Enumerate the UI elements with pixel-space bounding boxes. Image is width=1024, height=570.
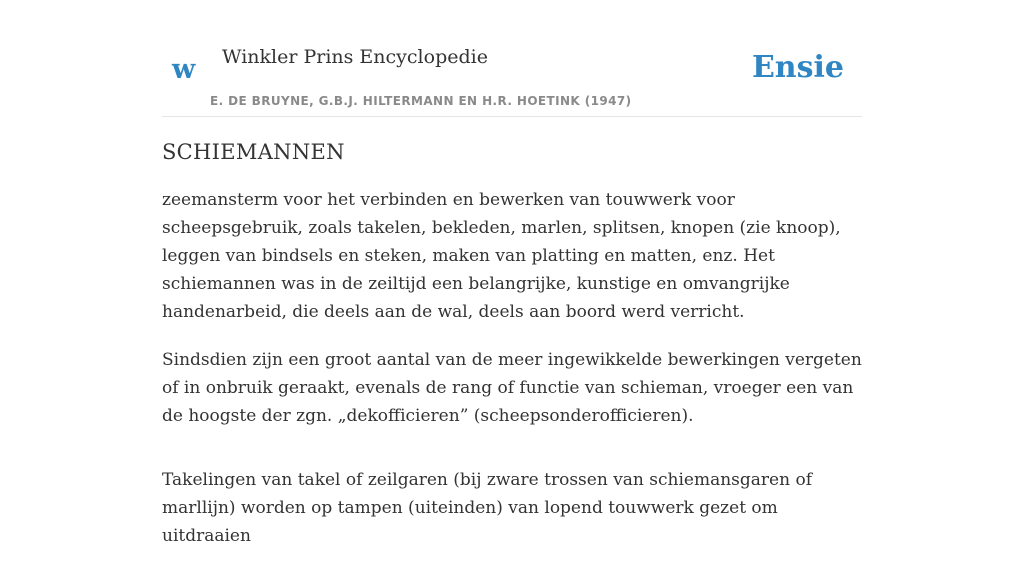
- ensie-logo[interactable]: Ensie: [751, 50, 844, 85]
- winkler-prins-logo[interactable]: w: [172, 54, 196, 85]
- article-paragraph: Takelingen van takel of zeilgaren (bij zware trossen van schiemansgaren of marllijn) worden op tampen (uiteinden) van lopend touwwerk gezet om uitdraaien: [162, 470, 812, 546]
- entry-title: SCHIEMANNEN: [162, 140, 345, 164]
- site-header: [162, 36, 862, 117]
- book-authors: E. DE BRUYNE, G.B.J. HILTERMANN EN H.R. HOETINK (1947): [210, 94, 632, 108]
- book-title[interactable]: Winkler Prins Encyclopedie: [222, 46, 488, 68]
- article-content: [162, 140, 868, 570]
- article-paragraph: Sindsdien zijn een groot aantal van de meer ingewikkelde bewerkingen vergeten of in onbruik geraakt, evenals de rang of functie van schieman, vroeger een van de hoogste der zgn. „dekofficieren” (scheepsonderofficieren).: [162, 350, 862, 426]
- article-paragraph: zeemansterm voor het verbinden en bewerken van touwwerk voor scheepsgebruik, zoals takelen, bekleden, marlen, splitsen, knopen (zie knoop), leggen van bindsels en steken, maken van platting en matten, enz. Het schiemannen was in de zeiltijd een belangrijke, kunstige en omvangrijke handenarbeid, die deels aan de wal, deels aan boord werd verricht.: [162, 190, 841, 322]
